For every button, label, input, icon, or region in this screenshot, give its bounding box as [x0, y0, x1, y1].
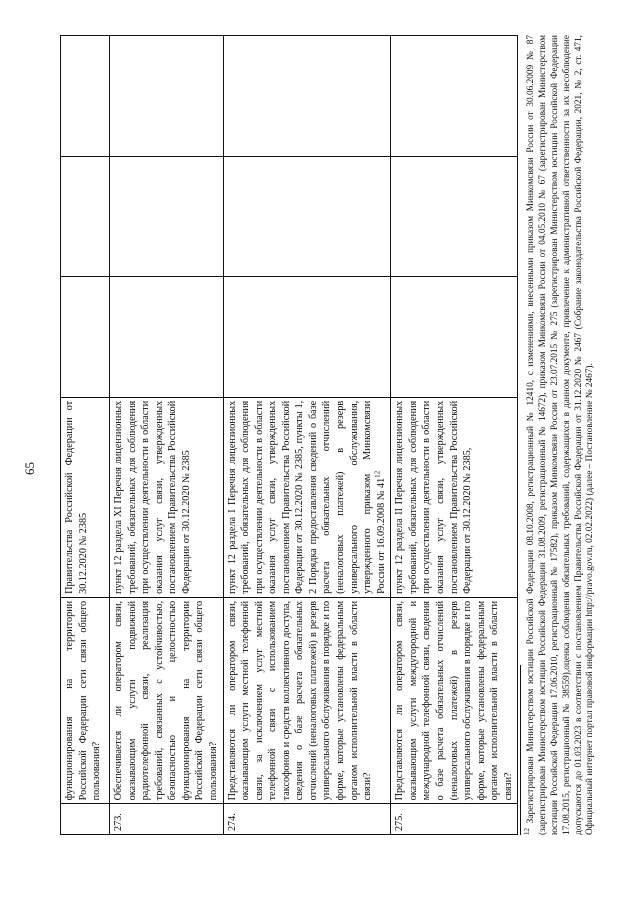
footnote-marker: 12 [522, 828, 531, 835]
row-number: 275. [391, 804, 518, 835]
question-cell: функционирования на территории Российской Федерации сети связи общего пользования? [61, 597, 110, 803]
empty-cell [223, 156, 391, 277]
footnote [522, 34, 597, 835]
question-cell: Обеспечивается ли оператором связи, оказывающим услуги подвижной радиотелефонной связи, реализация требований, связанных с устойчивостью, безопасностью и целостностью функционирования на территории Российской Федерации сети связи общего пользования? [110, 597, 224, 803]
table-row [223, 36, 391, 835]
table-row [391, 36, 518, 835]
empty-cell [110, 277, 224, 398]
question-cell: Представляются ли оператором связи, оказывающим услуги местной телефонной связи, за исключением услуг местной телефонной связи с использованием таксофонов и средств коллективного доступа, сведения о базе расчета обязательных отчислений (неналоговых платежей) в резерв универсального обслуживания в порядке и по форме, которые установлены федеральным органом исполнительной власти в области связи? [223, 597, 391, 803]
question-cell: Представляются ли оператором связи, оказывающим услуги междугородной и международной телефонной связи, сведения о базе расчета обязательных отчислений (неналоговых платежей) в резерв универсального обслуживания в порядке и по форме, которые установлены федеральным органом исполнительной власти в области связи? [391, 597, 518, 803]
empty-cell [61, 156, 110, 277]
empty-cell [110, 36, 224, 157]
requirements-table [60, 35, 518, 835]
empty-cell [223, 277, 391, 398]
empty-cell [61, 277, 110, 398]
footnote-divider [520, 665, 521, 835]
empty-cell [391, 36, 518, 157]
row-number: 274. [223, 804, 391, 835]
page-number: 65 [22, 462, 37, 475]
empty-cell [110, 156, 224, 277]
table-row [110, 36, 224, 835]
reference-cell: пункт 12 раздела XI Перечня лицензионных требований, обязательных для соблюдения при осуществлении деятельности в области оказания услуг связи, утвержденных постановлением Правительства Российской Федерации от 30.12.2020 № 2385 [110, 397, 224, 597]
empty-cell [391, 277, 518, 398]
row-number: 273. [110, 804, 224, 835]
reference-cell [223, 397, 391, 597]
reference-text: пункт 12 раздела I Перечня лицензионных требований, обязательных для соблюдения при осуществлении деятельности в области оказания услуг связи, утвержденных постановлением Правительства Российской Федерации от 30.12.2020 № 2385, пункты 1, 2 Порядка предоставления сведений о базе расчета обязательных отчислений (неналоговых платежей) в резерв универсального обслуживания, утвержденного приказом Минкомсвязи России от 16.09.2008 № 41 [226, 400, 387, 594]
footnote-reference: 12 [373, 470, 382, 478]
reference-cell: Правительства Российской Федерации от 30.12.2020 № 2385 [61, 397, 110, 597]
footnote-text: Зарегистрирован Министерством юстиции Российской Федерации 08.10.2008, регистрационный № 12410, с изменениями, внесенными приказом Минкомсвязи России от 30.06.2009 № 87 (зарегистрирован Министерством юстиции Российской Федерации 31.08.2009, регистрационный № 14672), приказом Минкомсвязи России от 04.05.2010 № 67 (зарегистрирован Министерством юстиции Российской Федерации 17.06.2010, регистрационный № 17582), приказом Минкомсвязи России от 23.07.2015 № 275 (зарегистрирован Министерством юстиции Российской Федерации 17.08.2015, регистрационный № 38559),оценка соблюдения обязательных требований, содержащихся в данном документе, привлечение к административной ответственности за их несоблюдение допускаются до 01.03.2023 в соответствии с постановлением Правительства Российской Федерации от 31.12.2020 № 2467 (Собрание законодательства Российской Федерации, 2021, № 2, ст. 471, Официальный интернет портал правовой информации http://pravo.gov.ru, 02.02.2022) (далее – Постановление № 2467). [526, 34, 596, 835]
empty-cell [391, 156, 518, 277]
row-number [61, 804, 110, 835]
table-row [61, 36, 110, 835]
empty-cell [223, 36, 391, 157]
reference-cell: пункт 12 раздела II Перечня лицензионных требований, обязательных для соблюдения при осуществлении деятельности в области оказания услуг связи, утвержденных постановлением Правительства Российской Федерации от 30.12.2020 № 2385, [391, 397, 518, 597]
empty-cell [61, 36, 110, 157]
